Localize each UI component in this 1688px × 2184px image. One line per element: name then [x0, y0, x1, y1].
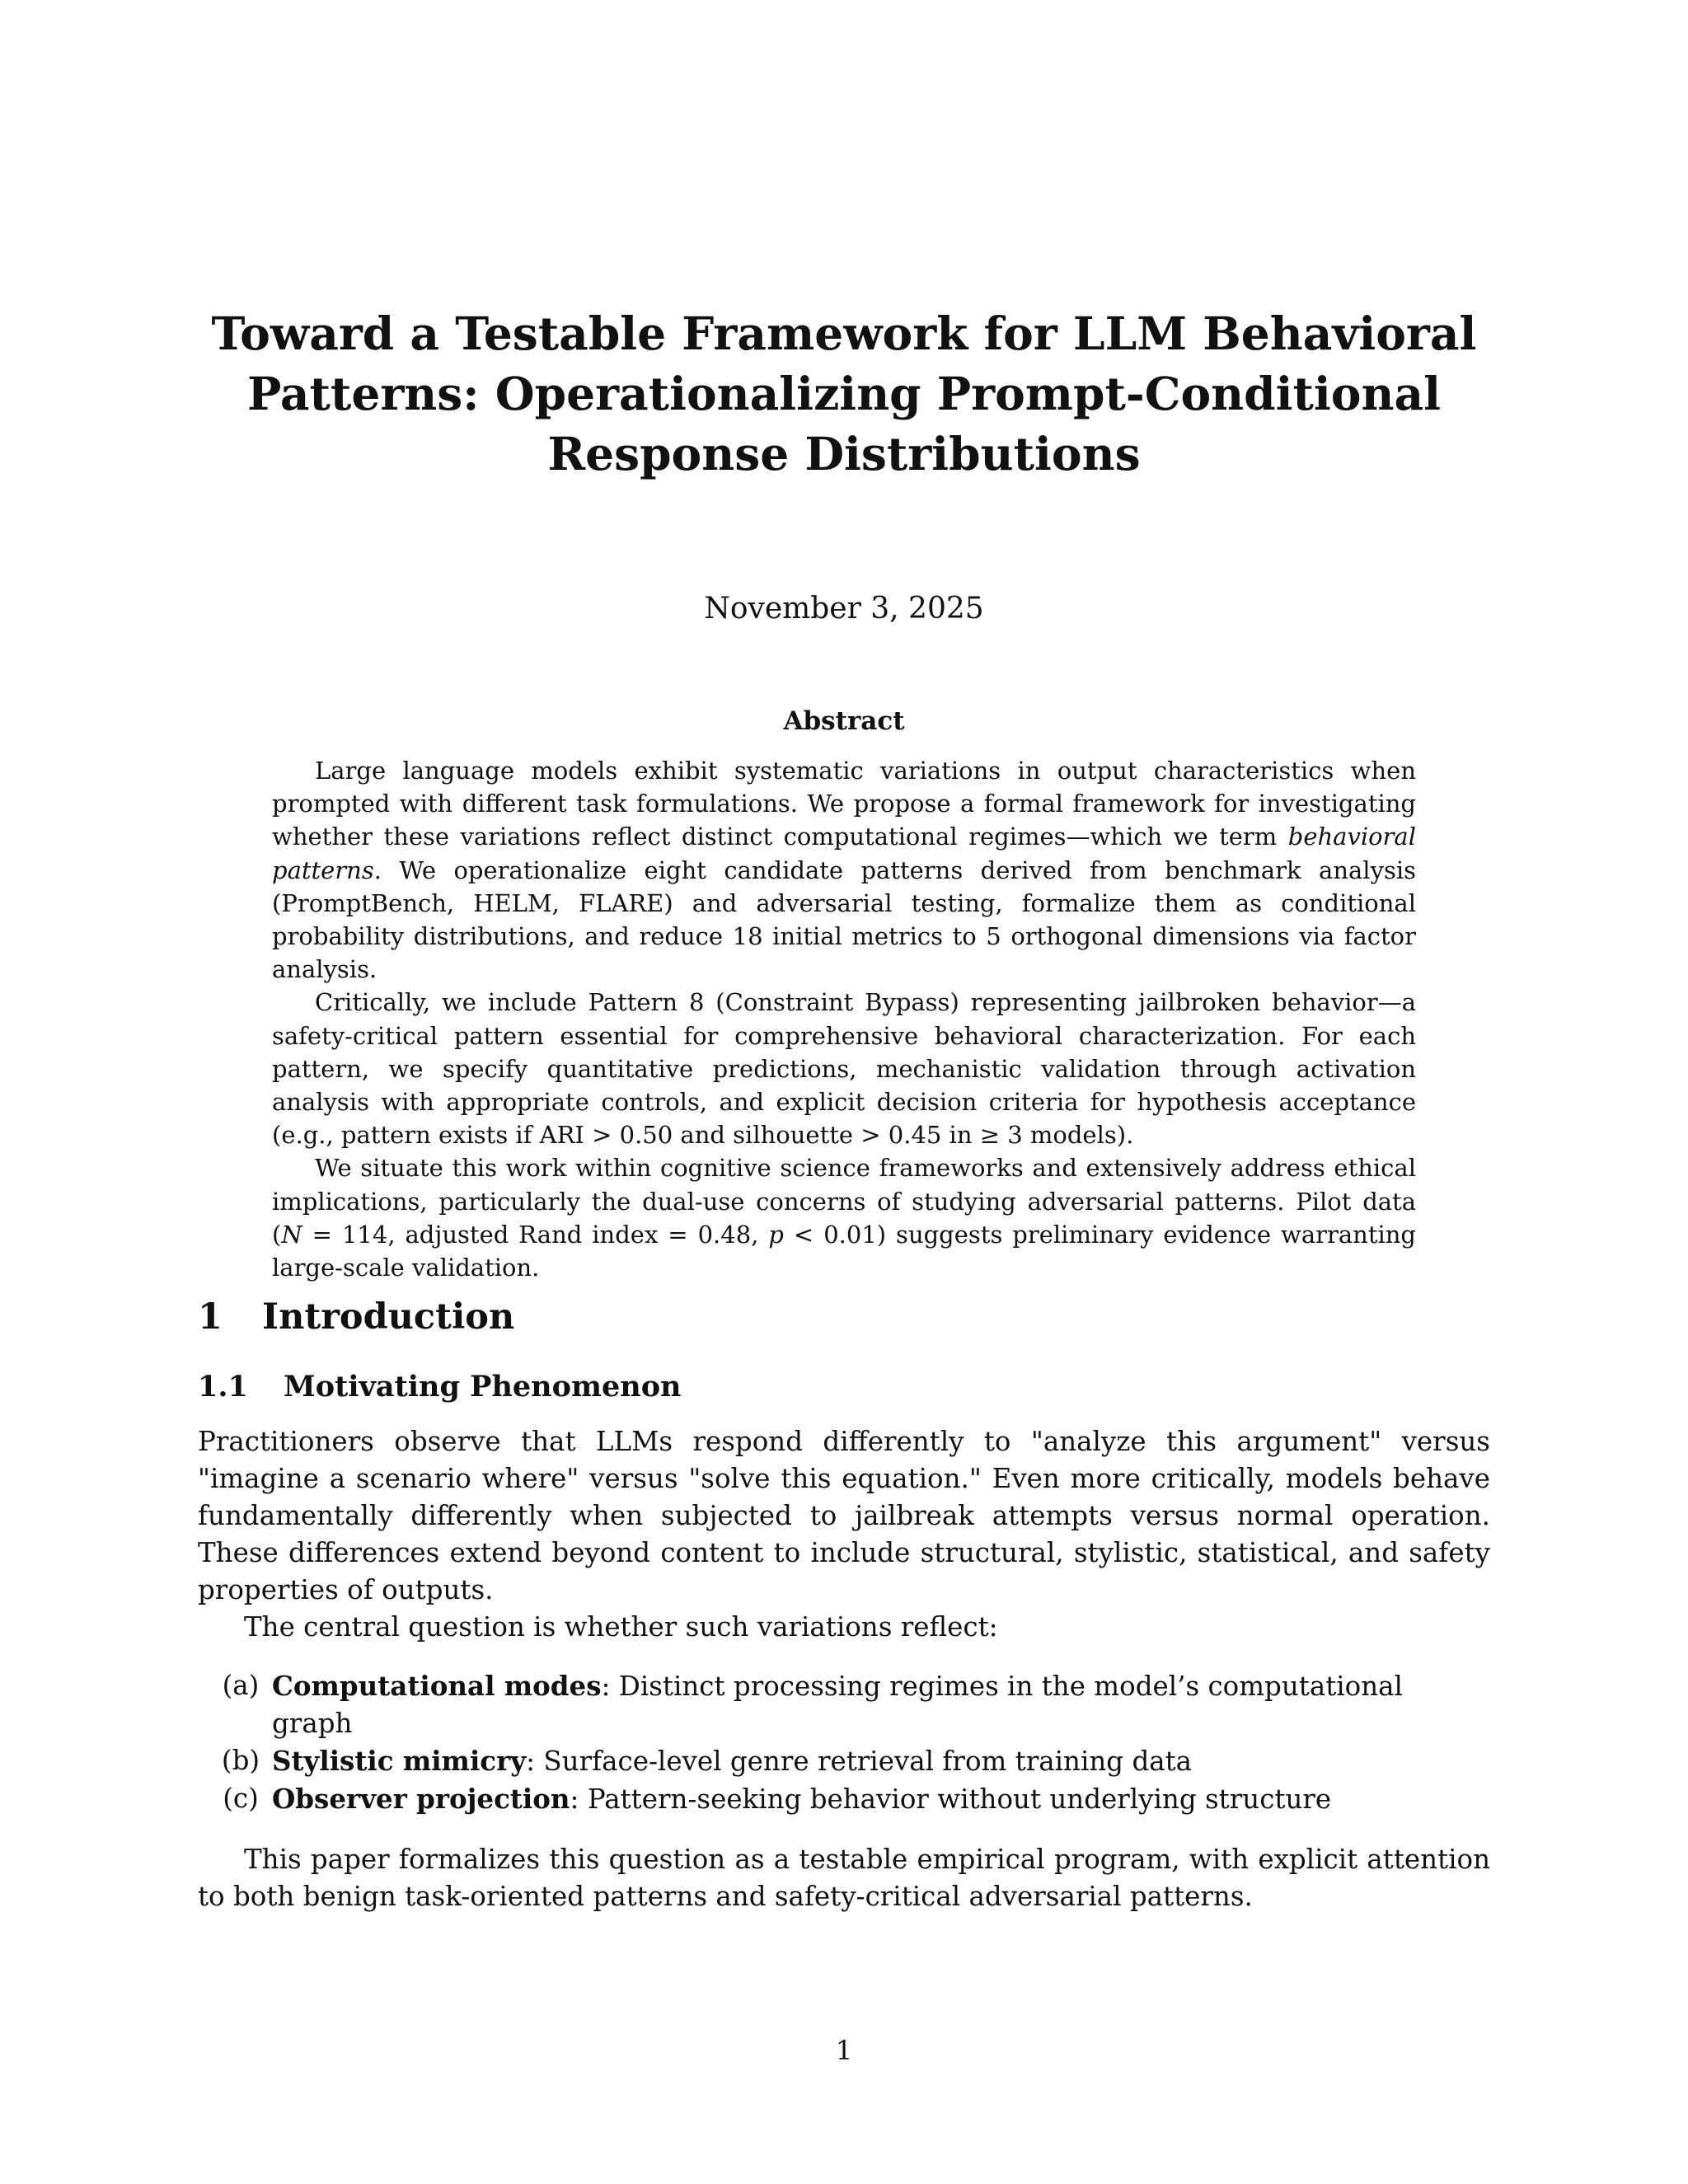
abstract-text: = 114, adjusted Rand index = 0.48,: [302, 1220, 769, 1249]
list-item: [198, 1742, 1490, 1780]
abstract-heading: Abstract: [783, 706, 905, 736]
list-item-text: : Pattern-seeking behavior without underlying structure: [570, 1783, 1332, 1815]
math-variable: p: [768, 1220, 784, 1249]
list-item-label: (a): [222, 1670, 260, 1701]
list-item: [198, 1667, 1490, 1742]
list-item: [198, 1780, 1490, 1818]
abstract-body: [272, 754, 1416, 1284]
math-variable: N: [281, 1220, 302, 1249]
abstract-paragraph-1: [272, 754, 1416, 986]
subsection-heading: [198, 1368, 1490, 1406]
abstract-emphasis: behavioral patterns: [272, 823, 1416, 884]
section-body: [198, 1423, 1490, 1915]
abstract-text: < 0.01) suggests preliminary evidence warranting large-scale validation.: [272, 1220, 1416, 1282]
abstract-text: Large language models exhibit systematic variations in output characteristics when prompted with different task formulations. We propose a formal framework for investigating whether these variations reflect distinct computational regimes—which we term: [272, 757, 1416, 851]
list-item-label: (b): [221, 1745, 260, 1776]
abstract-text: We situate this work within cognitive science frameworks and extensively address ethical implications, particularly the dual-use concerns of studying adversarial patterns. Pilot data (: [272, 1154, 1416, 1249]
abstract-paragraph-2: Critically, we include Pattern 8 (Constraint Bypass) representing jailbroken behavior—a safety-critical pattern essential for comprehensive behavioral characterization. For each pattern, we specify quantitative predictions, mechanistic validation through activation analysis with appropriate controls, and explicit decision criteria for hypothesis acceptance (e.g., pattern exists if ARI > 0.50 and silhouette > 0.45 in ≥ 3 models).: [272, 988, 1416, 1150]
section-heading: [198, 1294, 1490, 1340]
page-number: 1: [835, 2035, 853, 2066]
subsection-number: 1.1: [198, 1370, 248, 1404]
abstract-text: . We operationalize eight candidate patterns derived from benchmark analysis (PromptBench, HELM, FLARE) and adversarial testing, formalize them as conditional probability distributions, and reduce 18 initial metrics to 5 orthogonal dimensions via factor analysis.: [272, 855, 1416, 984]
list-item-label: (c): [223, 1783, 259, 1814]
list-item-term: Computational modes: [272, 1670, 602, 1702]
body-paragraph-3: This paper formalizes this question as a testable empirical program, with explicit attention to both benign task-oriented patterns and safety-critical adversarial patterns.: [198, 1844, 1490, 1912]
subsection-title: Motivating Phenomenon: [284, 1370, 682, 1404]
body-paragraph-2: The central question is whether such variations reflect:: [244, 1611, 998, 1643]
abstract-paragraph-3: [272, 1151, 1416, 1284]
list-item-text: : Distinct processing regimes in the model’s computational graph: [272, 1671, 1403, 1739]
list-item-term: Observer projection: [272, 1783, 570, 1815]
paper-title: Toward a Testable Framework for LLM Behavioral Patterns: Operationalizing Prompt-Conditional Response Distributions: [211, 307, 1477, 480]
section-title: Introduction: [262, 1296, 515, 1338]
section-number: 1: [198, 1296, 223, 1338]
list-item-text: : Surface-level genre retrieval from training data: [526, 1746, 1193, 1777]
paper-date: November 3, 2025: [704, 592, 984, 626]
list-item-term: Stylistic mimicry: [272, 1745, 527, 1777]
hypothesis-list: [198, 1667, 1490, 1818]
body-paragraph-1: Practitioners observe that LLMs respond differently to "analyze this argument" versus "imagine a scenario where" versus "solve this equation." Even more critically, models behave fundamentally differently when subjected to jailbreak attempts versus normal operation. These differences extend beyond content to include structural, stylistic, statistical, and safety properties of outputs.: [198, 1426, 1490, 1605]
